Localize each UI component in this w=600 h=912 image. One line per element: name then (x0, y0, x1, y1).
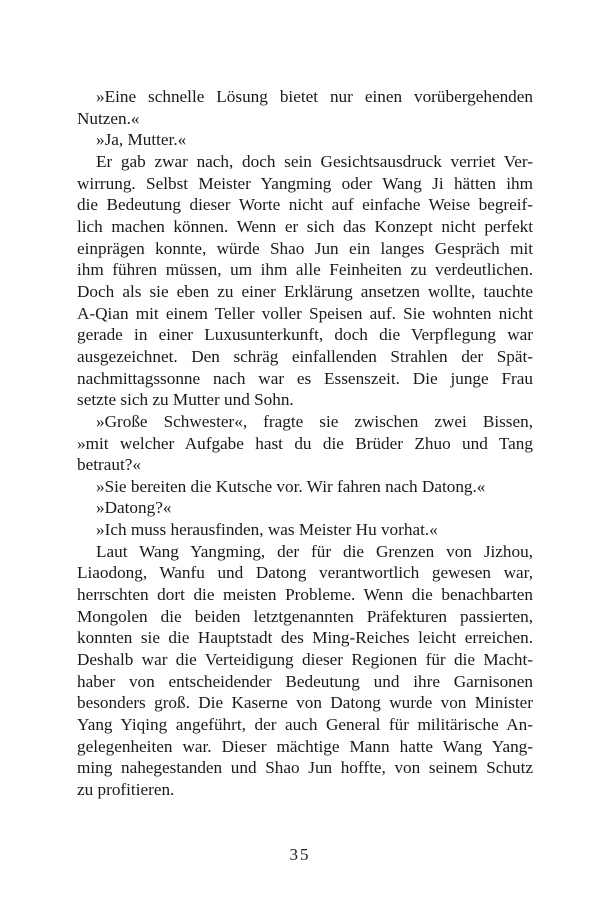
text-line: »Datong?« (96, 498, 172, 518)
text-line: A-Qian mit einem Teller voller Speisen auf. Sie wohnten nicht (77, 303, 533, 323)
text-line: besonders groß. Die Kaserne von Datong wurde von Minister (77, 693, 533, 713)
body-text (77, 86, 533, 801)
text-line: wirrung. Selbst Meister Yangming oder Wang Ji hätten ihm (77, 173, 533, 193)
text-line: die Bedeutung dieser Worte nicht auf einfache Weise begreif- (77, 195, 533, 215)
text-line: »Eine schnelle Lösung bietet nur einen vorübergehenden (96, 87, 533, 106)
page-number: 35 (289, 845, 311, 864)
text-line: ausgezeichnet. Den schräg einfallenden Strahlen der Spät- (77, 346, 533, 366)
text-line: Deshalb war die Verteidigung dieser Regionen für die Macht- (77, 650, 533, 670)
text-line: gelegenheiten war. Dieser mächtige Mann hatte Wang Yang- (77, 736, 533, 756)
text-line: Liaodong, Wanfu und Datong verantwortlich gewesen war, (77, 563, 533, 583)
text-line: Mongolen die beiden letztgenannten Präfekturen passierten, (77, 606, 533, 626)
text-line: ming nahegestanden und Shao Jun hoffte, von seinem Schutz (77, 758, 533, 778)
text-line: lich machen können. Wenn er sich das Konzept nicht perfekt (77, 216, 533, 236)
text-line: Yang Yiqing angeführt, der auch General für militärische An- (77, 715, 533, 735)
text-line: Nutzen.« (77, 108, 140, 128)
text-line: nachmittagssonne nach war es Essenszeit. Die junge Frau (77, 368, 533, 388)
text-line: »Ja, Mutter.« (96, 130, 187, 150)
text-line: Doch als sie eben zu einer Erklärung ansetzen wollte, tauchte (77, 281, 533, 301)
text-line: betraut?« (77, 455, 141, 475)
text-line: setzte sich zu Mutter und Sohn. (77, 390, 294, 410)
text-line: haber von entscheidender Bedeutung und ihre Garnisonen (77, 671, 533, 691)
text-line: zu profitieren. (77, 780, 175, 799)
text-line: »mit welcher Aufgabe hast du die Brüder Zhuo und Tang (77, 433, 533, 453)
text-line: konnten sie die Hauptstadt des Ming-Reiches leicht erreichen. (77, 628, 533, 648)
text-line: Er gab zwar nach, doch sein Gesichtsausdruck verriet Ver- (96, 151, 533, 171)
text-line: herrschten dort die meisten Probleme. Wenn die benachbarten (77, 585, 533, 605)
text-line: einprägen konnte, würde Shao Jun ein langes Gespräch mit (77, 238, 533, 258)
text-line: »Sie bereiten die Kutsche vor. Wir fahren nach Datong.« (96, 476, 486, 496)
text-line: ihm führen müssen, um ihm alle Feinheiten zu verdeutlichen. (77, 260, 533, 280)
text-line: gerade in einer Luxusunterkunft, doch die Verpflegung war (77, 325, 533, 345)
text-line: »Große Schwester«, fragte sie zwischen zwei Bissen, (96, 411, 533, 431)
text-line: Laut Wang Yangming, der für die Grenzen von Jizhou, (96, 541, 533, 561)
text-line: »Ich muss herausfinden, was Meister Hu vorhat.« (96, 520, 438, 540)
